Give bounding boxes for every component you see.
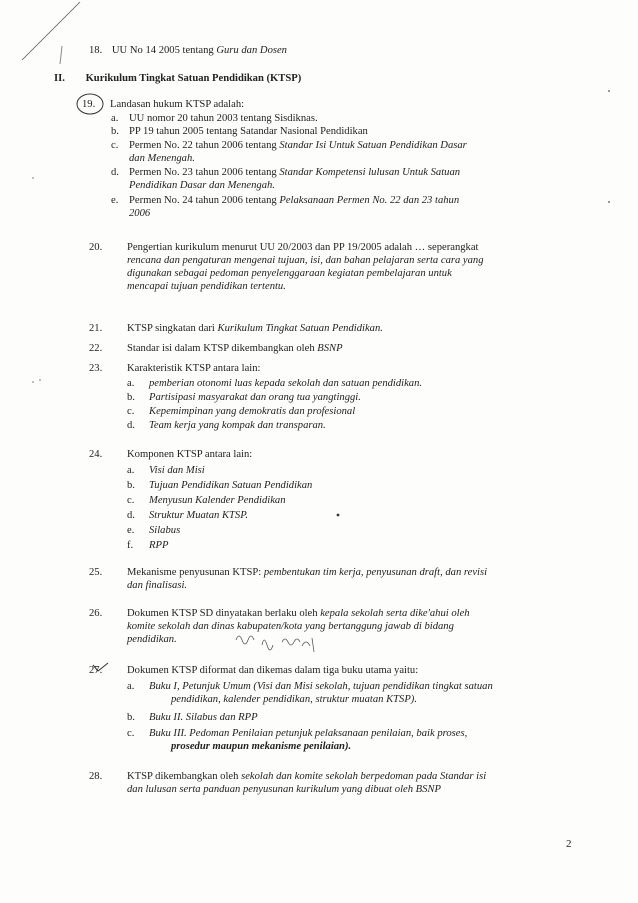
list-item	[127, 539, 587, 554]
item-text-italic: kepala sekolah serta dike'ahui oleh	[320, 608, 470, 619]
list-item-italic: Standar Isi Untuk Satuan Pendidikan Dasar	[279, 140, 467, 151]
item-18	[89, 44, 287, 57]
item-text-italic: dan finalisasi.	[127, 580, 188, 591]
item-22-text	[127, 342, 343, 355]
text-line: mencapai tujuan pendidikan tertentu.	[127, 281, 286, 292]
text-line: digunakan sebagai pedoman penyelenggaraan kegiatan pembelajaran untuk	[127, 268, 452, 279]
item-26-text	[127, 607, 587, 646]
item-number: 25.	[89, 567, 103, 578]
text-line: prosedur maupun mekanisme penilaian).	[171, 741, 352, 752]
speck	[39, 379, 41, 381]
item-text-italic: dan lulusan serta panduan penyusunan kurikulum yang dibuat oleh BSNP	[127, 784, 441, 795]
list-item: PP 19 tahun 2005 tentang Satandar Nasional Pendidikan	[129, 126, 368, 137]
list-item: UU nomor 20 tahun 2003 tentang Sisdiknas.	[129, 113, 318, 124]
list-label: c.	[127, 728, 135, 739]
item-number: 22.	[89, 343, 103, 354]
item-text-italic: Guru dan Dosen	[216, 45, 287, 56]
list-label: a.	[127, 378, 135, 389]
text-line: Buku III. Pedoman Penilaian petunjuk pelaksanaan penilaian, baik proses,	[149, 728, 468, 739]
item-25-text	[127, 566, 587, 592]
item-text-italic: pendidikan.	[127, 634, 177, 645]
list-label: d.	[111, 167, 119, 178]
item-text: Standar isi dalam KTSP dikembangkan oleh	[127, 343, 318, 354]
item-number: 26.	[89, 608, 103, 619]
list-label: b.	[127, 712, 135, 723]
list-item-text: Kepemimpinan yang demokratis dan profesional	[149, 406, 356, 417]
text-line: Buku I, Petunjuk Umum (Visi dan Misi sekolah, tujuan pendidikan tingkat satuan	[149, 681, 493, 692]
item-text-italic: sekolah dan komite sekolah berpedoman pada Standar isi	[241, 771, 487, 782]
list-label: e.	[111, 195, 119, 206]
list-item-text: Partisipasi masyarakat dan orang tua yangtinggi.	[149, 392, 361, 403]
list-label: f.	[127, 540, 134, 551]
item-28-text	[127, 770, 587, 796]
item-number: 27.	[89, 665, 103, 676]
text-line: Pengertian kurikulum menurut UU 20/2003 dan PP 19/2005 adalah … seperangkat	[127, 242, 479, 253]
list-item	[127, 509, 587, 524]
list-item-text: Struktur Muatan KTSP.	[149, 510, 248, 521]
list-item-italic: Standar Kompetensi lulusan Untuk Satuan	[279, 167, 461, 178]
list-item-text: Silabus	[149, 525, 181, 536]
list-label: d.	[127, 510, 135, 521]
list-item-text: Tujuan Pendidikan Satuan Pendidikan	[149, 480, 313, 491]
list-item-text: Menyusun Kalender Pendidikan	[149, 495, 286, 506]
item-27-lead: Dokumen KTSP diformat dan dikemas dalam tiga buku utama yaitu:	[127, 665, 419, 676]
item-text: Dokumen KTSP SD dinyatakan berlaku oleh	[127, 608, 321, 619]
section-number: II.	[54, 73, 65, 84]
item-text-italic: Kurikulum Tingkat Satuan Pendidikan.	[217, 323, 383, 334]
item-text: Mekanisme penyusunan KTSP:	[127, 567, 264, 578]
pen-stroke	[60, 46, 62, 64]
item-number: 19.	[82, 99, 96, 110]
item-text: KTSP dikembangkan oleh	[127, 771, 242, 782]
list-item	[127, 391, 587, 405]
speck	[32, 177, 34, 179]
item-number: 20.	[89, 242, 103, 253]
list-item	[127, 524, 587, 539]
item-number: 21.	[89, 323, 103, 334]
section-title: Kurikulum Tingkat Satuan Pendidikan (KTSP)	[85, 73, 302, 84]
list-item	[127, 464, 587, 479]
item-text: UU No 14 2005 tentang	[111, 45, 217, 56]
list-label: e.	[127, 525, 135, 536]
list-item	[129, 166, 579, 192]
text-line: rencana dan pengaturan mengenai tujuan, isi, dan bahan pelajaran serta cara yang	[127, 255, 484, 266]
list-item-text: RPP	[149, 540, 169, 551]
speck	[608, 90, 610, 92]
speck	[32, 381, 34, 383]
list-item	[127, 494, 587, 509]
item-text-italic: BSNP	[317, 343, 343, 354]
section-heading-ii	[54, 72, 301, 85]
text-line: pendidikan, kalender pendidikan, struktur muatan KTSP).	[171, 694, 417, 705]
speck	[608, 201, 610, 203]
list-label: c.	[127, 406, 135, 417]
list-item-text: pemberian otonomi luas kepada sekolah dan satuan pendidikan.	[149, 378, 423, 389]
list-label: c.	[111, 140, 119, 151]
list-item-text: Permen No. 22 tahun 2006 tentang	[129, 140, 280, 151]
item-19-lead: Landasan hukum KTSP adalah:	[110, 99, 245, 110]
list-item-text: Permen No. 24 tahun 2006 tentang	[129, 195, 280, 206]
list-item	[127, 377, 587, 391]
list-item-italic: dan Menengah.	[129, 153, 195, 164]
pen-stroke	[22, 2, 80, 60]
list-label: a.	[127, 681, 135, 692]
page-number: 2	[566, 838, 572, 850]
item-21-text	[127, 322, 383, 335]
item-24-lead: Komponen KTSP antara lain:	[127, 449, 253, 460]
list-item	[127, 419, 587, 433]
item-24-list	[127, 464, 587, 554]
list-label: c.	[127, 495, 135, 506]
list-item	[127, 405, 587, 419]
list-item	[129, 139, 579, 165]
item-text-italic: pembentukan tim kerja, penyusunan draft, dan revisi	[263, 567, 488, 578]
item-23-list	[127, 377, 587, 433]
list-item-text: Team kerja yang kompak dan transparan.	[149, 420, 326, 431]
list-item-italic: Pelaksanaan Permen No. 22 dan 23 tahun	[279, 195, 460, 206]
item-number: 18.	[89, 45, 103, 56]
list-item-italic: 2006	[129, 208, 151, 219]
item-20-text	[127, 241, 583, 293]
list-label: b.	[127, 480, 135, 491]
list-label: a.	[111, 113, 119, 124]
item-number: 24.	[89, 449, 103, 460]
list-item	[129, 194, 579, 220]
list-item-text: Visi dan Misi	[149, 465, 205, 476]
list-label: b.	[127, 392, 135, 403]
list-item	[127, 479, 587, 494]
list-label: b.	[111, 126, 119, 137]
item-number: 23.	[89, 363, 103, 374]
list-label: a.	[127, 465, 135, 476]
list-item-italic: Pendidikan Dasar dan Menengah.	[129, 180, 275, 191]
list-item	[149, 727, 589, 753]
item-text: KTSP singkatan dari	[127, 323, 218, 334]
list-label: d.	[127, 420, 135, 431]
item-23-lead: Karakteristik KTSP antara lain:	[127, 363, 261, 374]
item-text-italic: komite sekolah dan dinas kabupaten/kota yang bertanggung jawab di bidang	[127, 621, 454, 632]
item-number: 28.	[89, 771, 103, 782]
list-item	[149, 680, 589, 706]
list-item: Buku II. Silabus dan RPP	[149, 712, 258, 723]
list-item-text: Permen No. 23 tahun 2006 tentang	[129, 167, 280, 178]
